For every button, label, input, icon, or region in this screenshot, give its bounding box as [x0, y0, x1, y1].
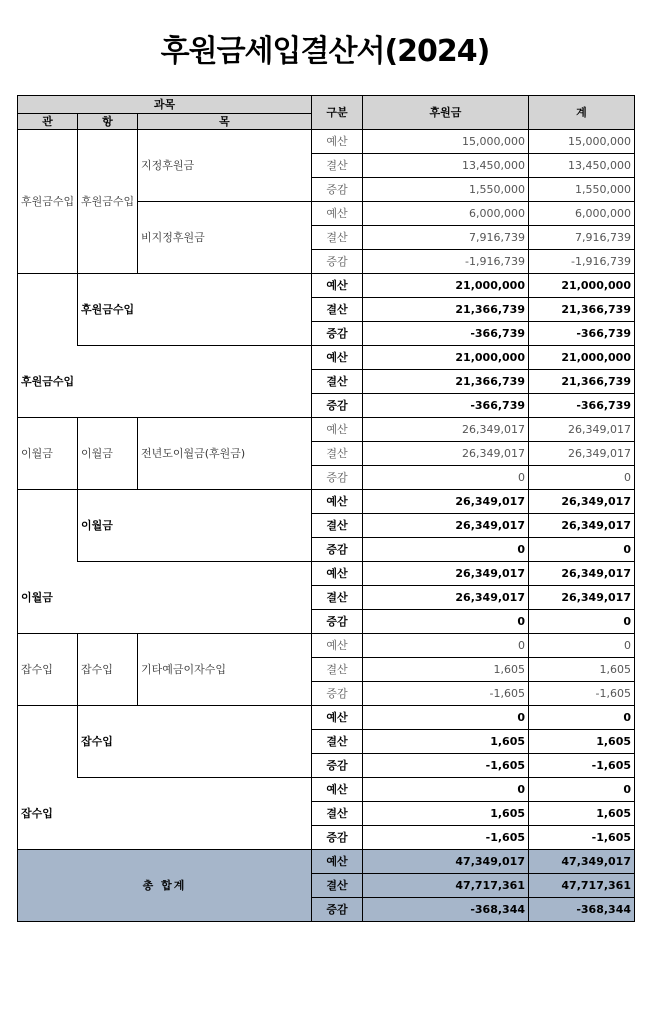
total-value: 26,349,017	[529, 514, 635, 538]
total-value: 1,605	[529, 658, 635, 682]
grand-total-label: 총 합계	[18, 850, 312, 922]
donation-value: 7,916,739	[363, 226, 529, 250]
donation-value: 15,000,000	[363, 130, 529, 154]
donation-value: 0	[363, 778, 529, 802]
donation-value: -1,605	[363, 826, 529, 850]
donation-value: 6,000,000	[363, 202, 529, 226]
total-value: -1,605	[529, 682, 635, 706]
gubun-cell: 증감	[312, 682, 363, 706]
donation-value: 0	[363, 634, 529, 658]
total-value: -1,916,739	[529, 250, 635, 274]
total-value: 21,000,000	[529, 346, 635, 370]
total-value: -1,605	[529, 826, 635, 850]
total-value: -368,344	[529, 898, 635, 922]
category-header: 과목	[18, 96, 312, 114]
donation-value: 0	[363, 538, 529, 562]
donation-value: 0	[363, 706, 529, 730]
total-value: 26,349,017	[529, 586, 635, 610]
gwan-label: 후원금수입	[18, 130, 78, 274]
donation-value: 26,349,017	[363, 490, 529, 514]
table-row	[18, 130, 635, 154]
total-value: 21,366,739	[529, 370, 635, 394]
hang-subtotal-label: 이월금	[78, 490, 312, 562]
gwan-header: 관	[18, 114, 78, 130]
gubun-cell: 결산	[312, 442, 363, 466]
donation-value: 1,550,000	[363, 178, 529, 202]
grand-total-row	[18, 850, 635, 874]
gubun-cell: 증감	[312, 610, 363, 634]
donation-value: -366,739	[363, 394, 529, 418]
donation-value: -368,344	[363, 898, 529, 922]
gwan-subtotal-label-area	[18, 490, 78, 562]
gwan-subtotal-row	[18, 562, 635, 586]
gubun-cell: 증감	[312, 250, 363, 274]
gubun-cell: 증감	[312, 898, 363, 922]
table-row	[18, 634, 635, 658]
donation-value: 21,000,000	[363, 346, 529, 370]
hang-label: 이월금	[78, 418, 138, 490]
table-row	[18, 418, 635, 442]
donation-value: 13,450,000	[363, 154, 529, 178]
mok-label: 기타예금이자수입	[138, 634, 312, 706]
donation-header: 후원금	[363, 96, 529, 130]
gubun-cell: 증감	[312, 466, 363, 490]
header-row	[18, 96, 635, 114]
donation-value: 21,000,000	[363, 274, 529, 298]
gubun-cell: 결산	[312, 370, 363, 394]
total-value: 1,550,000	[529, 178, 635, 202]
gubun-cell: 예산	[312, 634, 363, 658]
gubun-cell: 예산	[312, 850, 363, 874]
hang-subtotal-label: 후원금수입	[78, 274, 312, 346]
total-value: 15,000,000	[529, 130, 635, 154]
gubun-cell: 예산	[312, 778, 363, 802]
donation-value: 26,349,017	[363, 442, 529, 466]
total-value: 26,349,017	[529, 418, 635, 442]
total-value: 1,605	[529, 802, 635, 826]
gubun-cell: 예산	[312, 202, 363, 226]
total-value: 1,605	[529, 730, 635, 754]
gubun-cell: 예산	[312, 418, 363, 442]
donation-value: 0	[363, 610, 529, 634]
gwan-subtotal-label: 잡수입	[18, 778, 312, 850]
donation-value: 26,349,017	[363, 418, 529, 442]
gubun-cell: 결산	[312, 874, 363, 898]
gubun-cell: 예산	[312, 274, 363, 298]
gubun-cell: 증감	[312, 538, 363, 562]
total-value: 26,349,017	[529, 490, 635, 514]
total-value: 7,916,739	[529, 226, 635, 250]
total-value: 0	[529, 778, 635, 802]
page-title: 후원금세입결산서(2024)	[160, 34, 490, 69]
donation-value: 26,349,017	[363, 586, 529, 610]
donation-value: 47,717,361	[363, 874, 529, 898]
total-value: 0	[529, 610, 635, 634]
gubun-cell: 결산	[312, 658, 363, 682]
gubun-cell: 예산	[312, 490, 363, 514]
donation-value: 47,349,017	[363, 850, 529, 874]
gubun-cell: 증감	[312, 394, 363, 418]
settlement-table-body	[18, 96, 635, 922]
gubun-cell: 증감	[312, 826, 363, 850]
total-value: 13,450,000	[529, 154, 635, 178]
gubun-cell: 예산	[312, 130, 363, 154]
gubun-cell: 예산	[312, 706, 363, 730]
donation-value: 1,605	[363, 802, 529, 826]
settlement-table	[17, 95, 635, 922]
gubun-cell: 결산	[312, 586, 363, 610]
total-value: 6,000,000	[529, 202, 635, 226]
hang-subtotal-row	[18, 274, 635, 298]
mok-header: 목	[138, 114, 312, 130]
donation-value: 21,366,739	[363, 298, 529, 322]
mok-label: 지정후원금	[138, 130, 312, 202]
donation-value: -366,739	[363, 322, 529, 346]
gwan-subtotal-label: 후원금수입	[18, 346, 312, 418]
hang-label: 잡수입	[78, 634, 138, 706]
hang-subtotal-row	[18, 490, 635, 514]
gubun-cell: 결산	[312, 298, 363, 322]
donation-value: -1,605	[363, 682, 529, 706]
gwan-subtotal-row	[18, 778, 635, 802]
gubun-cell: 증감	[312, 322, 363, 346]
mok-label: 비지정후원금	[138, 202, 312, 274]
donation-value: 26,349,017	[363, 514, 529, 538]
donation-value: -1,916,739	[363, 250, 529, 274]
gubun-cell: 결산	[312, 730, 363, 754]
gubun-cell: 결산	[312, 226, 363, 250]
gubun-header: 구분	[312, 96, 363, 130]
total-value: -1,605	[529, 754, 635, 778]
total-value: 47,717,361	[529, 874, 635, 898]
gwan-subtotal-label: 이월금	[18, 562, 312, 634]
gubun-cell: 증감	[312, 754, 363, 778]
gwan-label: 이월금	[18, 418, 78, 490]
gubun-cell: 예산	[312, 562, 363, 586]
total-value: 0	[529, 466, 635, 490]
gwan-subtotal-label-area	[18, 274, 78, 346]
total-value: 47,349,017	[529, 850, 635, 874]
gubun-cell: 예산	[312, 346, 363, 370]
gwan-subtotal-label-area	[18, 706, 78, 778]
total-value: 21,000,000	[529, 274, 635, 298]
hang-subtotal-label: 잡수입	[78, 706, 312, 778]
mok-label: 전년도이월금(후원금)	[138, 418, 312, 490]
donation-value: 21,366,739	[363, 370, 529, 394]
total-value: -366,739	[529, 322, 635, 346]
total-value: 0	[529, 706, 635, 730]
total-value: -366,739	[529, 394, 635, 418]
hang-label: 후원금수입	[78, 130, 138, 274]
total-value: 0	[529, 634, 635, 658]
gubun-cell: 결산	[312, 514, 363, 538]
hang-subtotal-row	[18, 706, 635, 730]
donation-value: 1,605	[363, 658, 529, 682]
total-value: 0	[529, 538, 635, 562]
total-value: 26,349,017	[529, 562, 635, 586]
gubun-cell: 결산	[312, 154, 363, 178]
gwan-subtotal-row	[18, 346, 635, 370]
hang-header: 항	[78, 114, 138, 130]
gwan-label: 잡수입	[18, 634, 78, 706]
donation-value: 1,605	[363, 730, 529, 754]
donation-value: 26,349,017	[363, 562, 529, 586]
total-value: 26,349,017	[529, 442, 635, 466]
total-header: 계	[529, 96, 635, 130]
total-value: 21,366,739	[529, 298, 635, 322]
donation-value: -1,605	[363, 754, 529, 778]
gubun-cell: 결산	[312, 802, 363, 826]
gubun-cell: 증감	[312, 178, 363, 202]
donation-value: 0	[363, 466, 529, 490]
